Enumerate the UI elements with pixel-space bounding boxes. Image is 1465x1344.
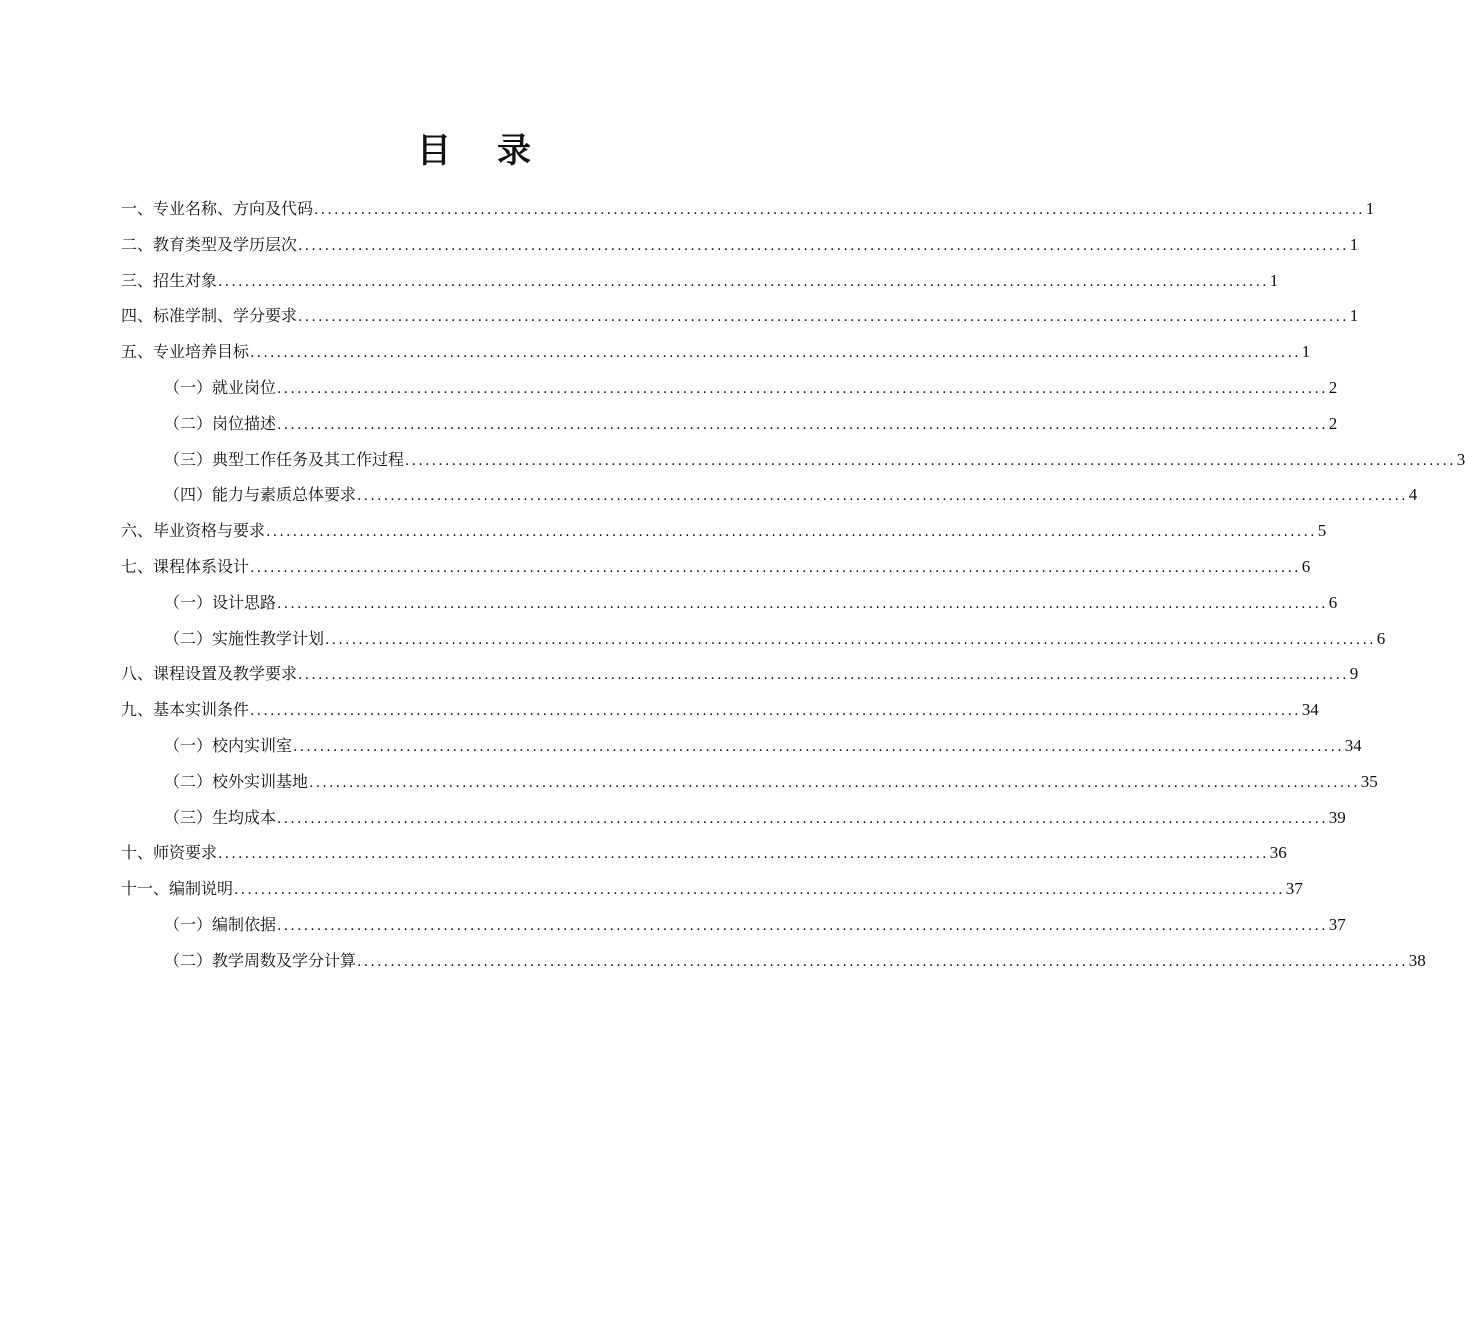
toc-entry[interactable]: [121, 191, 1375, 227]
toc-page-number: 38: [1408, 950, 1426, 970]
toc-entry-title: （三）生均成本: [164, 807, 277, 827]
toc-entry-title: 十、师资要求: [121, 843, 218, 863]
toc-page-number: 2: [1328, 413, 1338, 433]
toc-page-number: 37: [1328, 914, 1346, 934]
toc-entry-title: （一）校内实训室: [164, 735, 293, 755]
toc-entry-title: 四、标准学制、学分要求: [121, 306, 298, 326]
toc-page-number: 1: [1365, 199, 1375, 218]
toc-dot-leader: ..............................................................................................................................................................: [325, 631, 1376, 648]
toc-page-number: 6: [1328, 592, 1338, 612]
toc-dot-leader: ..............................................................................................................................................................: [250, 345, 1301, 362]
toc-dot-leader: ..............................................................................................................................................................: [250, 703, 1301, 720]
toc-page-number: 37: [1285, 879, 1303, 899]
toc-page-number: 1: [1349, 234, 1359, 254]
toc-page-number: 1: [1301, 342, 1311, 362]
toc-dot-leader: ..............................................................................................................................................................: [218, 846, 1269, 863]
toc-page-number: 6: [1301, 556, 1311, 576]
toc-dot-leader: ..............................................................................................................................................................: [298, 667, 1349, 684]
toc-entry[interactable]: [121, 298, 1359, 334]
toc-entry-title: （一）就业岗位: [164, 377, 277, 397]
toc-page-number: 2: [1328, 377, 1338, 397]
toc-page-number: 4: [1408, 485, 1418, 505]
toc-page-number: 6: [1376, 628, 1386, 648]
toc-entry-title: 五、专业培养目标: [121, 342, 250, 362]
toc-entry-title: 十一、编制说明: [121, 879, 234, 899]
toc-entry-title: （三）典型工作任务及其工作过程: [164, 449, 405, 469]
toc-entry-title: （二）校外实训基地: [164, 771, 309, 791]
toc-entry[interactable]: [121, 227, 1359, 263]
toc-entry-title: 八、课程设置及教学要求: [121, 664, 298, 684]
toc-dot-leader: ..............................................................................................................................................................: [277, 917, 1328, 934]
toc-entry[interactable]: [121, 728, 1362, 764]
toc-dot-leader: ..............................................................................................................................................................: [314, 202, 1365, 218]
toc-entry-title: 六、毕业资格与要求: [121, 521, 266, 541]
toc-entry-title: （一）编制依据: [164, 914, 277, 934]
toc-entry-title: （二）教学周数及学分计算: [164, 950, 357, 970]
toc-entry-title: 七、课程体系设计: [121, 556, 250, 576]
toc-page-number: 39: [1328, 807, 1346, 827]
toc-dot-leader: ..............................................................................................................................................................: [277, 380, 1328, 397]
toc-entry[interactable]: [121, 692, 1319, 728]
toc-title-char-1: 目: [417, 131, 453, 171]
toc-list: [121, 191, 1465, 979]
toc-dot-leader: ..............................................................................................................................................................: [277, 810, 1328, 827]
toc-entry-title: （二）岗位描述: [164, 413, 277, 433]
toc-dot-leader: ..............................................................................................................................................................: [277, 416, 1328, 433]
toc-dot-leader: ..............................................................................................................................................................: [357, 953, 1408, 970]
toc-dot-leader: ..............................................................................................................................................................: [405, 452, 1456, 469]
toc-entry[interactable]: [121, 334, 1311, 370]
toc-dot-leader: ..............................................................................................................................................................: [293, 738, 1344, 755]
toc-page-number: 1: [1349, 306, 1359, 326]
toc-entry-title: 二、教育类型及学历层次: [121, 234, 298, 254]
toc-entry[interactable]: [121, 477, 1418, 513]
toc-title-char-2: 录: [497, 131, 533, 171]
toc-entry-title: 一、专业名称、方向及代码: [121, 199, 314, 218]
toc-entry[interactable]: [121, 263, 1279, 299]
toc-page-number: 35: [1360, 771, 1378, 791]
toc-page-number: 1: [1269, 270, 1279, 290]
toc-entry[interactable]: [121, 656, 1359, 692]
toc-entry[interactable]: [121, 406, 1338, 442]
toc-entry[interactable]: [121, 621, 1386, 657]
toc-entry[interactable]: [121, 800, 1346, 836]
toc-page-number: 5: [1317, 521, 1327, 541]
toc-page-number: 3: [1456, 449, 1465, 469]
toc-entry[interactable]: [121, 585, 1338, 621]
toc-entry[interactable]: [121, 764, 1378, 800]
toc-entry[interactable]: [121, 442, 1465, 478]
toc-dot-leader: ..............................................................................................................................................................: [234, 882, 1285, 899]
toc-dot-leader: ..............................................................................................................................................................: [309, 774, 1360, 791]
toc-page-number: 36: [1269, 843, 1287, 863]
toc-entry[interactable]: [121, 871, 1303, 907]
toc-dot-leader: ..............................................................................................................................................................: [277, 595, 1328, 612]
toc-entry[interactable]: [121, 513, 1327, 549]
toc-page-number: 9: [1349, 664, 1359, 684]
toc-entry[interactable]: [121, 907, 1346, 943]
toc-page-number: 34: [1344, 735, 1362, 755]
toc-entry[interactable]: [121, 370, 1338, 406]
toc-dot-leader: ..............................................................................................................................................................: [357, 488, 1408, 505]
toc-entry[interactable]: [121, 549, 1311, 585]
toc-title: [0, 128, 950, 174]
toc-entry[interactable]: [121, 943, 1426, 979]
toc-dot-leader: ..............................................................................................................................................................: [266, 524, 1317, 541]
toc-entry-title: （一）设计思路: [164, 592, 277, 612]
toc-entry[interactable]: [121, 835, 1287, 871]
toc-page-number: 34: [1301, 700, 1319, 720]
toc-entry-title: 三、招生对象: [121, 270, 218, 290]
toc-dot-leader: ..............................................................................................................................................................: [298, 309, 1349, 326]
toc-entry-title: 九、基本实训条件: [121, 700, 250, 720]
toc-entry-title: （二）实施性教学计划: [164, 628, 325, 648]
toc-entry-title: （四）能力与素质总体要求: [164, 485, 357, 505]
toc-dot-leader: ..............................................................................................................................................................: [218, 273, 1269, 290]
toc-dot-leader: ..............................................................................................................................................................: [250, 559, 1301, 576]
toc-dot-leader: ..............................................................................................................................................................: [298, 237, 1349, 254]
